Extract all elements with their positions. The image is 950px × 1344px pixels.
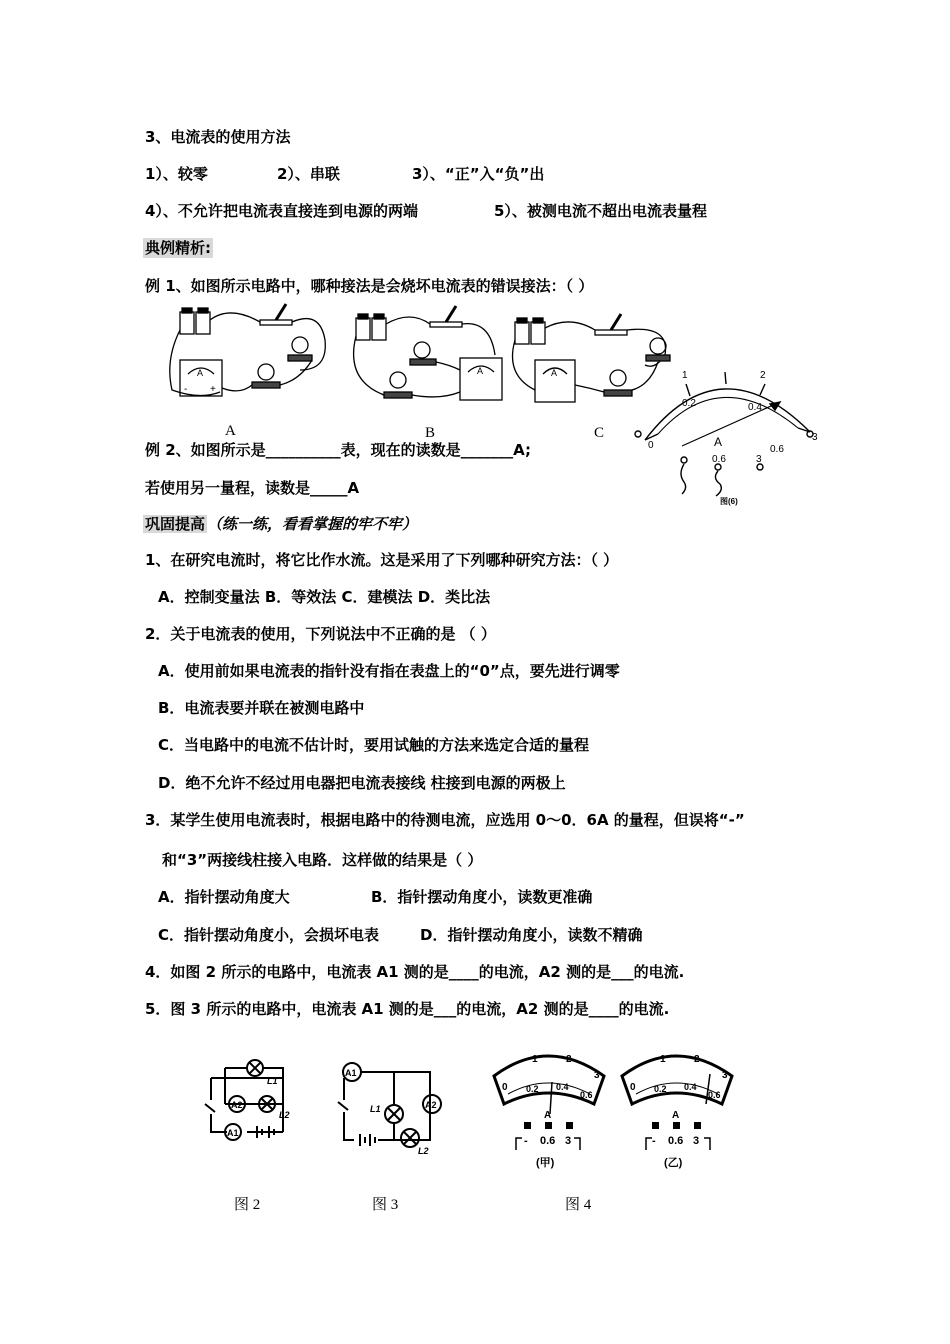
meter-jia-label: (甲) bbox=[536, 1157, 555, 1169]
practice-heading-note: （练一练，看看掌握的牢不牢） bbox=[207, 515, 418, 533]
meter-yi-scale-0: 0 bbox=[630, 1082, 636, 1093]
section-title: 3、电流表的使用方法 bbox=[145, 128, 291, 146]
example-2-question: 例 2、如图所示是__________表，现在的读数是_______A; bbox=[145, 441, 532, 459]
meter6-scale-bottom-04: 0.4 bbox=[748, 402, 762, 413]
meter-yi-scale-3: 3 bbox=[722, 1070, 728, 1081]
figure-3-circuit bbox=[330, 1050, 450, 1160]
question-2-option-c: C．当电路中的电流不估计时，要用试触的方法来选定合适的量程 bbox=[158, 736, 590, 754]
example-2-followup: 若使用另一量程，读数是_____A bbox=[145, 479, 360, 497]
question-2-option-d: D．绝不允许不经过用电器把电流表接线 柱接到电源的两极上 bbox=[158, 774, 566, 792]
question-1-options: A．控制变量法 B．等效法 C．建模法 D．类比法 bbox=[158, 588, 491, 606]
meter-jia-scale-3: 3 bbox=[594, 1070, 600, 1081]
meter-jia-scale-1: 1 bbox=[532, 1054, 538, 1065]
method-step-1: 1）、较零 bbox=[145, 165, 208, 183]
method-step-4: 4）、不允许把电流表直接连到电源的两端 bbox=[145, 202, 418, 220]
figure-3-ammeter-a2: A2 bbox=[425, 1100, 437, 1110]
meter-jia-terminal-minus: - bbox=[524, 1135, 528, 1147]
meter6-unit-label: A bbox=[714, 435, 723, 449]
svg-text:A: A bbox=[551, 368, 558, 378]
meter-jia-scale-0: 0 bbox=[502, 1082, 508, 1093]
figure-2-circuit bbox=[195, 1050, 305, 1160]
svg-text:-: - bbox=[184, 384, 188, 395]
figure-3-lamp-l1-label: L1 bbox=[370, 1104, 381, 1114]
figure-6-caption: 图(6) bbox=[720, 497, 738, 506]
circuit-label-a: A bbox=[225, 423, 236, 439]
meter-jia-unit: A bbox=[544, 1110, 552, 1121]
practice-heading-label: 巩固提高 bbox=[145, 515, 206, 533]
meter6-scale-bottom-06: 0.6 bbox=[770, 444, 784, 455]
figure-4-caption: 图 4 bbox=[565, 1197, 592, 1213]
examples-heading: 典例精析: bbox=[145, 239, 211, 257]
meter6-scale-bottom-0: 0 bbox=[648, 440, 654, 451]
figure-2-caption: 图 2 bbox=[234, 1197, 261, 1213]
figure-3-caption: 图 3 bbox=[372, 1197, 399, 1213]
figure-2-ammeter-a2: A2 bbox=[231, 1100, 243, 1110]
meter-yi-label: (乙) bbox=[664, 1157, 683, 1169]
svg-text:A: A bbox=[477, 366, 484, 376]
svg-text:+: + bbox=[210, 384, 216, 395]
question-3-line-2: 和“3”两接线柱接入电路．这样做的结果是（ ） bbox=[162, 851, 483, 869]
question-3-option-b: B．指针摆动角度小，读数更准确 bbox=[371, 888, 593, 906]
figure-2-lamp-l2-label: L2 bbox=[279, 1110, 290, 1120]
circuit-label-b: B bbox=[425, 425, 436, 441]
meter-jia-scale-02: 0.2 bbox=[526, 1084, 539, 1094]
question-1: 1、在研究电流时，将它比作水流。这是采用了下列哪种研究方法：（ ） bbox=[145, 551, 619, 569]
meter-jia-terminal-3: 3 bbox=[565, 1135, 572, 1147]
meter-yi-terminal-minus: - bbox=[652, 1135, 656, 1147]
meter6-scale-top-3: 3 bbox=[812, 432, 818, 443]
question-4: 4．如图 2 所示的电路中，电流表 A1 测的是____的电流，A2 测的是___的电流. bbox=[145, 963, 685, 981]
figure-2-ammeter-a1: A1 bbox=[227, 1128, 239, 1138]
meter-jia-scale-04: 0.4 bbox=[556, 1082, 569, 1092]
figure-3-ammeter-a1: A1 bbox=[345, 1068, 357, 1078]
practice-heading bbox=[143, 514, 417, 534]
example-1-circuits bbox=[160, 300, 680, 410]
figure-2-lamp-l1-label: L1 bbox=[267, 1076, 278, 1086]
meter-yi-scale-1: 1 bbox=[660, 1054, 666, 1065]
method-step-3: 3）、“正”入“负”出 bbox=[412, 165, 545, 183]
method-step-2: 2）、串联 bbox=[277, 165, 340, 183]
question-2-option-b: B．电流表要并联在被测电路中 bbox=[158, 699, 365, 717]
ammeter-figure-6 bbox=[620, 362, 830, 512]
figure-3-lamp-l2-label: L2 bbox=[418, 1146, 429, 1156]
meter-yi-scale-06: 0.6 bbox=[708, 1090, 721, 1100]
meter-yi-scale-04: 0.4 bbox=[684, 1082, 697, 1092]
question-3-line-1: 3．某学生使用电流表时，根据电路中的待测电流，应选用 0～0．6A 的量程，但误将“-” bbox=[145, 811, 745, 829]
meter-yi-scale-02: 0.2 bbox=[654, 1084, 667, 1094]
meter-yi-terminal-06: 0.6 bbox=[668, 1135, 684, 1147]
question-3-option-d: D．指针摆动角度小，读数不精确 bbox=[420, 926, 643, 944]
meter-yi-scale-2: 2 bbox=[694, 1054, 700, 1065]
meter-yi-terminal-3: 3 bbox=[693, 1135, 700, 1147]
meter-yi-unit: A bbox=[672, 1110, 680, 1121]
method-step-5: 5）、被测电流不超出电流表量程 bbox=[494, 202, 707, 220]
figure-4-meters bbox=[488, 1042, 738, 1177]
question-3-option-a: A．指针摆动角度大 bbox=[158, 888, 290, 906]
question-5: 5．图 3 所示的电路中，电流表 A1 测的是___的电流，A2 测的是____的电流. bbox=[145, 1000, 670, 1018]
meter-jia-scale-06: 0.6 bbox=[580, 1090, 593, 1100]
meter6-scale-top-1: 1 bbox=[682, 370, 688, 381]
meter6-scale-bottom-02: 0.2 bbox=[682, 398, 696, 409]
question-2-option-a: A．使用前如果电流表的指针没有指在表盘上的“0”点，要先进行调零 bbox=[158, 662, 620, 680]
meter6-terminal-3: 3 bbox=[756, 454, 762, 465]
circuit-label-c: C bbox=[594, 425, 605, 441]
question-3-option-c: C．指针摆动角度小，会损坏电表 bbox=[158, 926, 380, 944]
meter6-scale-top-2: 2 bbox=[760, 370, 766, 381]
question-2: 2．关于电流表的使用，下列说法中不正确的是 （ ） bbox=[145, 625, 496, 643]
meter6-terminal-06: 0.6 bbox=[712, 454, 726, 465]
meter-jia-scale-2: 2 bbox=[566, 1054, 572, 1065]
meter-jia-terminal-06: 0.6 bbox=[540, 1135, 556, 1147]
example-1-text: 例 1、如图所示电路中，哪种接法是会烧坏电流表的错误接法：（ ） bbox=[145, 277, 594, 295]
svg-text:A: A bbox=[197, 368, 204, 378]
